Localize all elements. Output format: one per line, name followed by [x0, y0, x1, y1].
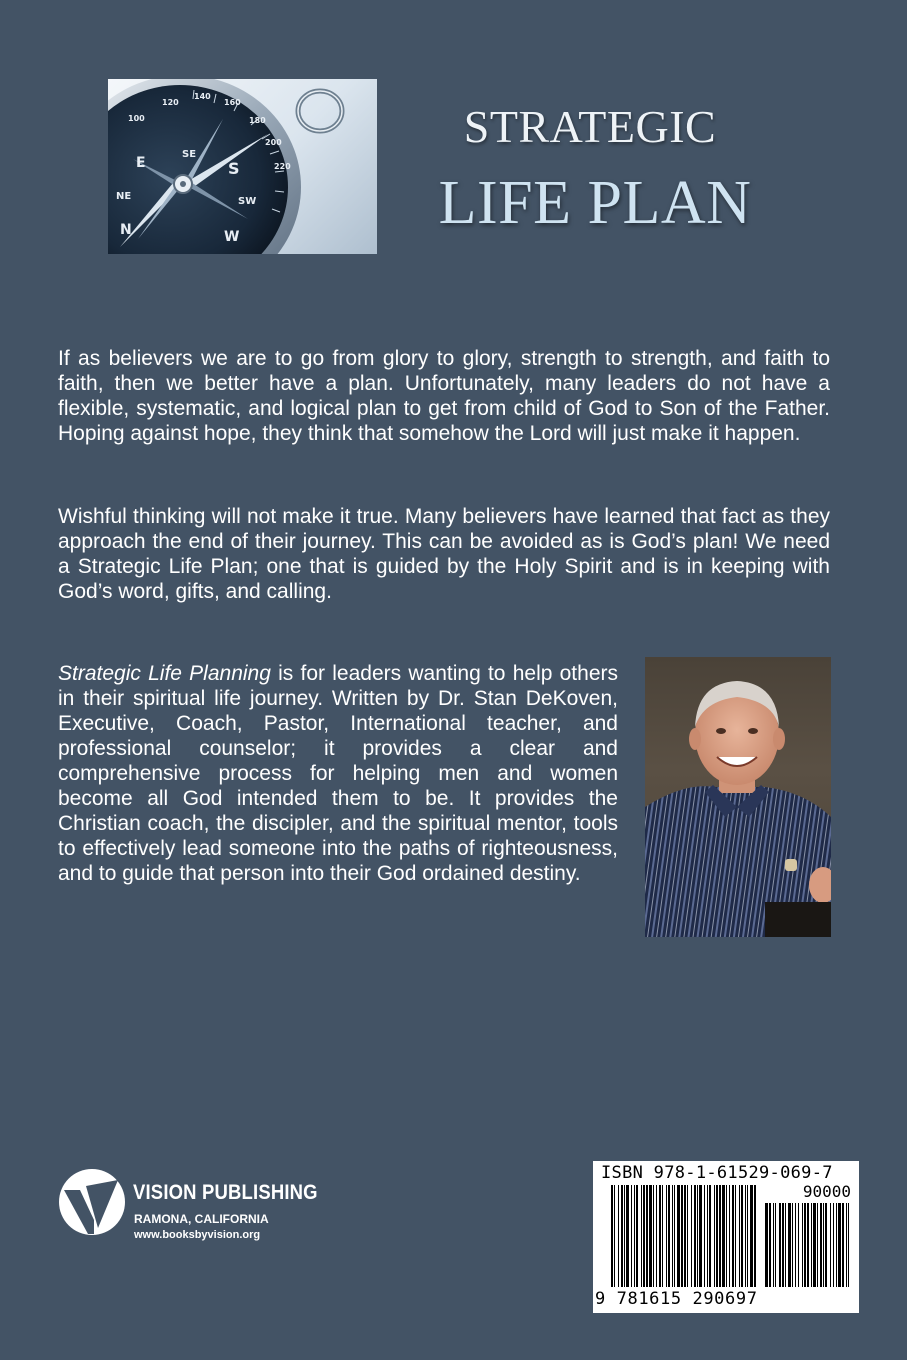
isbn-label: ISBN 978-1-61529-069-7 — [601, 1163, 833, 1183]
author-portrait-icon — [645, 657, 831, 937]
v-logo-icon — [58, 1168, 126, 1236]
compass-scale-label: 140 — [194, 92, 211, 101]
compass-scale-label: 180 — [249, 116, 266, 125]
price-code: 90000 — [802, 1182, 851, 1201]
isbn-barcode — [593, 1161, 859, 1313]
compass-scale-label: 120 — [162, 98, 179, 107]
book-title-italic: Strategic Life Planning — [58, 662, 271, 685]
body-paragraph-3-text: is for leaders wanting to help others in their spiritual life journey. Written by Dr. Stan DeKoven, Executive, Coach, Pastor, International teacher, and professional counselor; it provides a clear and comprehensive process for helping men and women become all God intended them to be. It provides the Christian coach, the discipler, and the spiritual mentor, tools to effectively lead someone into the paths of righteousness, and to guide that person into their God ordained destiny. — [58, 662, 618, 885]
compass-direction-label: E — [136, 155, 146, 171]
cover-title-line2: LIFE PLAN — [438, 169, 752, 237]
publisher-location: RAMONA, CALIFORNIA — [134, 1212, 269, 1226]
compass-icon — [108, 79, 377, 254]
body-paragraph-2: Wishful thinking will not make it true. Many believers have learned that fact as they approach the end of their journey. This can be avoided as is God’s plan! We need a Strategic Life Plan; one that is guided by the Holy Spirit and is in keeping with God’s word, gifts, and calling. — [58, 505, 830, 603]
compass-scale-label: 160 — [224, 98, 241, 107]
compass-scale-label: 220 — [274, 162, 291, 171]
compass-scale-label: 200 — [265, 138, 282, 147]
body-paragraph-3 — [58, 661, 618, 886]
compass-image — [108, 79, 377, 254]
compass-direction-label: SW — [238, 196, 257, 207]
publisher-name: VISION PUBLISHING — [133, 1181, 318, 1204]
compass-direction-label: NE — [116, 191, 132, 202]
compass-direction-label: SE — [182, 149, 197, 160]
compass-direction-label: W — [224, 229, 240, 245]
author-photo — [645, 657, 831, 937]
compass-direction-label: S — [228, 159, 240, 178]
publisher-url: www.booksbyvision.org — [134, 1229, 261, 1241]
body-paragraph-1: If as believers we are to go from glory to glory, strength to strength, and faith to faith, then we better have a plan. Unfortunately, many leaders do not have a flexible, systematic, and logical plan to get from child of God to Son of the Father. Hoping against hope, they think that somehow the Lord will just make it happen. — [58, 347, 830, 445]
barcode-digits: 9 781615 290697 — [595, 1289, 758, 1309]
compass-direction-label: N — [120, 222, 132, 238]
compass-scale-label: 100 — [128, 114, 145, 123]
cover-title-line1: STRATEGIC — [463, 101, 717, 152]
